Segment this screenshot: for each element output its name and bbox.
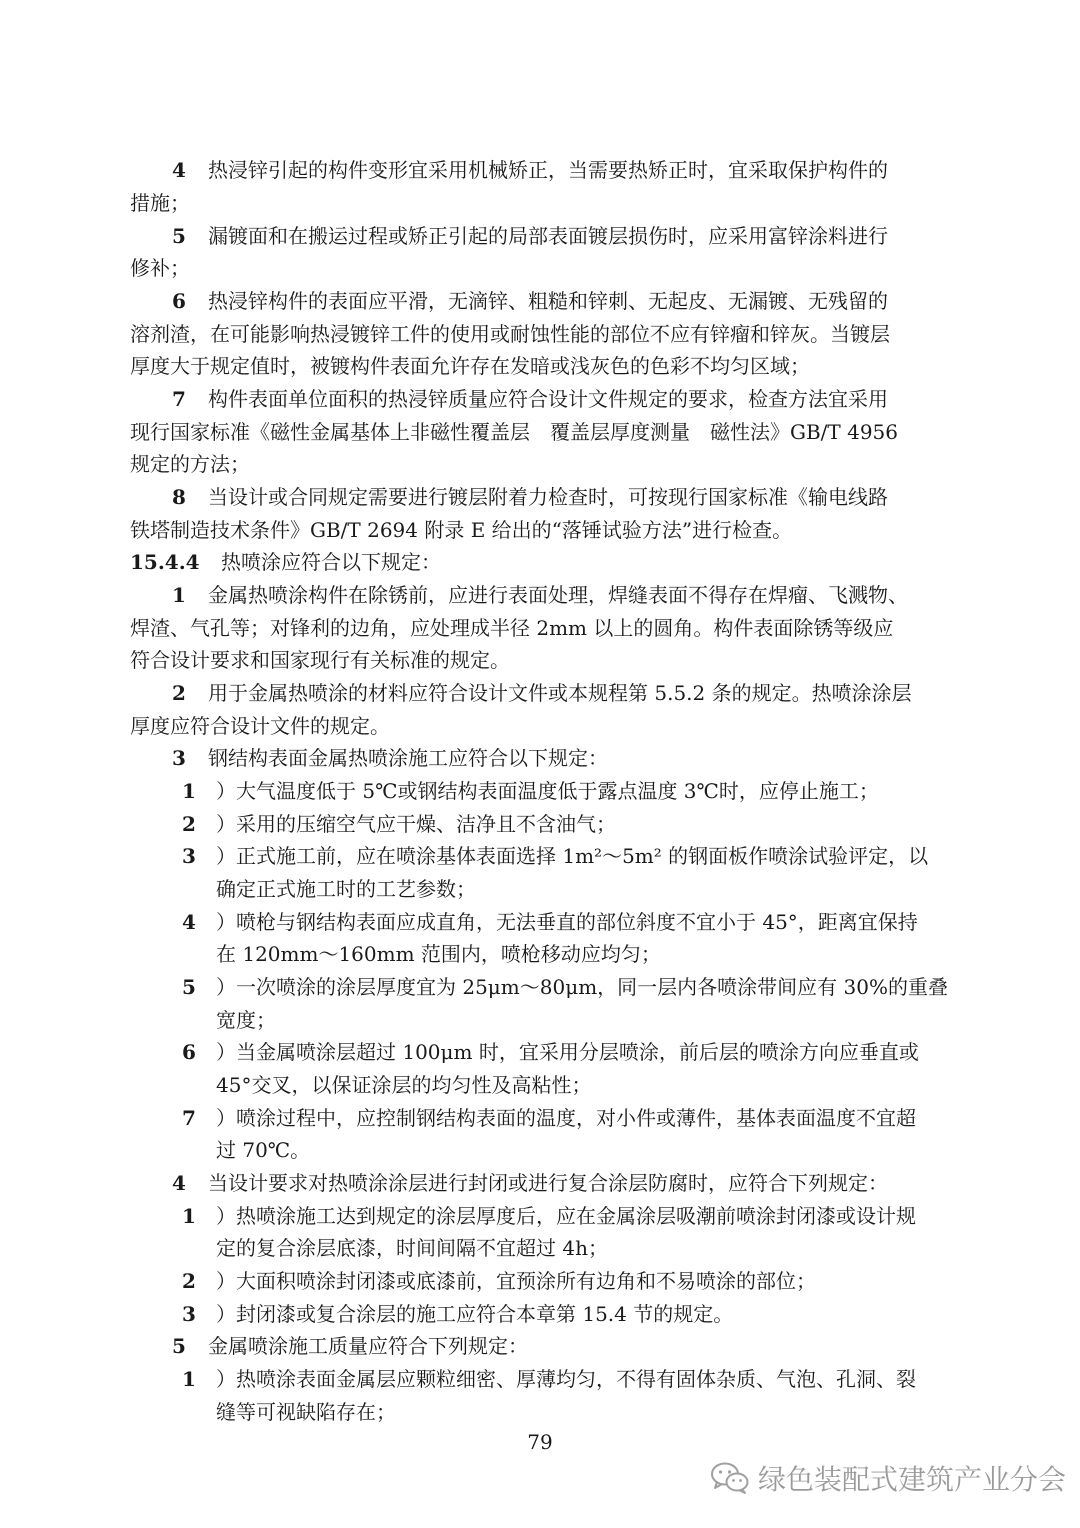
sub-item-number: 5 — [182, 975, 196, 999]
sub-item-number: 2 — [182, 1269, 196, 1293]
sub-item-number: 6 — [182, 1040, 196, 1064]
line-text: 金属喷涂施工质量应符合下列规定： — [208, 1334, 528, 1358]
item-number: 5 — [172, 224, 186, 248]
para-line — [0, 350, 1080, 382]
line-text: ）喷涂过程中，应控制钢结构表面的温度，对小件或薄件，基体表面温度不宜超 — [216, 1106, 916, 1130]
line-text: 铁塔制造技术条件》GB/T 2694 附录 E 给出的“落锤试验方法”进行检查。 — [130, 518, 793, 542]
para-line — [0, 514, 1080, 546]
line-text: 措施； — [130, 191, 190, 215]
sub-item-line — [0, 1004, 1080, 1036]
line-text: 缝等可视缺陷存在； — [216, 1400, 396, 1424]
sub-item-number: 1 — [182, 1367, 196, 1391]
line-text: 在 120mm～160mm 范围内，喷枪移动应均匀； — [216, 942, 661, 966]
page-number: 79 — [527, 1430, 553, 1454]
sub-item-number: 3 — [182, 844, 196, 868]
sub-item-line — [0, 1363, 1080, 1395]
line-text: ）封闭漆或复合涂层的施工应符合本章第 15.4 节的规定。 — [216, 1302, 734, 1326]
para-line — [0, 1330, 1080, 1362]
para-line — [0, 220, 1080, 252]
sub-item-line — [0, 1200, 1080, 1232]
para-line — [0, 710, 1080, 742]
line-text: 金属热喷涂构件在除锈前，应进行表面处理，焊缝表面不得存在焊瘤、飞溅物、 — [208, 583, 908, 607]
line-text: 用于金属热喷涂的材料应符合设计文件或本规程第 5.5.2 条的规定。热喷涂涂层 — [208, 681, 912, 705]
line-text: 现行国家标准《磁性金属基体上非磁性覆盖层 覆盖层厚度测量 磁性法》GB/T 4956 — [130, 420, 899, 444]
sub-item-line — [0, 1069, 1080, 1101]
line-text: ）采用的压缩空气应干燥、洁净且不含油气； — [216, 812, 616, 836]
line-text: 确定正式施工时的工艺参数； — [216, 877, 476, 901]
para-line — [0, 187, 1080, 219]
line-text: 规定的方法； — [130, 452, 250, 476]
sub-item-line — [0, 1232, 1080, 1264]
sub-item-number: 3 — [182, 1302, 196, 1326]
line-text: 修补； — [130, 256, 190, 280]
line-text: ）正式施工前，应在喷涂基体表面选择 1m²～5m² 的钢面板作喷涂试验评定，以 — [216, 844, 929, 868]
item-number: 1 — [172, 583, 186, 607]
line-text: ）大气温度低于 5℃或钢结构表面温度低于露点温度 3℃时，应停止施工； — [216, 779, 879, 803]
para-line — [0, 742, 1080, 774]
line-text: 漏镀面和在搬运过程或矫正引起的局部表面镀层损伤时，应采用富锌涂料进行 — [208, 224, 888, 248]
para-line — [0, 318, 1080, 350]
line-text: 热浸锌引起的构件变形宜采用机械矫正，当需要热矫正时，宜采取保护构件的 — [208, 158, 888, 182]
line-text: 45°交叉，以保证涂层的均匀性及高粘性； — [216, 1073, 592, 1097]
para-line — [0, 252, 1080, 284]
line-text: ）当金属喷涂层超过 100μm 时，宜采用分层喷涂，前后层的喷涂方向应垂直或 — [216, 1040, 919, 1064]
sub-item-line — [0, 873, 1080, 905]
para-line — [0, 612, 1080, 644]
para-line — [0, 579, 1080, 611]
sub-item-line — [0, 1036, 1080, 1068]
line-text: 钢结构表面金属热喷涂施工应符合以下规定： — [208, 746, 608, 770]
line-text: 焊渣、气孔等；对锋利的边角，应处理成半径 2mm 以上的圆角。构件表面除锈等级应 — [130, 616, 894, 640]
line-text: ）热喷涂施工达到规定的涂层厚度后，应在金属涂层吸潮前喷涂封闭漆或设计规 — [216, 1204, 916, 1228]
item-number: 3 — [172, 746, 186, 770]
line-text: 厚度应符合设计文件的规定。 — [130, 714, 390, 738]
sub-item-number: 1 — [182, 779, 196, 803]
watermark — [710, 1458, 1066, 1498]
para-line — [0, 677, 1080, 709]
para-line — [0, 154, 1080, 186]
item-number: 6 — [172, 289, 186, 313]
sub-item-line — [0, 938, 1080, 970]
para-line — [0, 416, 1080, 448]
line-text: 热喷涂应符合以下规定： — [221, 550, 441, 574]
line-text: 宽度； — [216, 1008, 276, 1032]
sub-item-line — [0, 1102, 1080, 1134]
section-heading — [0, 546, 1080, 578]
item-number: 8 — [172, 485, 186, 509]
sub-item-line — [0, 840, 1080, 872]
sub-item-line — [0, 971, 1080, 1003]
line-text: ）大面积喷涂封闭漆或底漆前，宜预涂所有边角和不易喷涂的部位； — [216, 1269, 816, 1293]
item-number: 2 — [172, 681, 186, 705]
item-number: 4 — [172, 158, 186, 182]
sub-item-line — [0, 1134, 1080, 1166]
watermark-text: 绿色装配式建筑产业分会 — [758, 1463, 1067, 1496]
line-text: 当设计要求对热喷涂涂层进行封闭或进行复合涂层防腐时，应符合下列规定： — [208, 1171, 888, 1195]
sub-item-line — [0, 1298, 1080, 1330]
line-text: 符合设计要求和国家现行有关标准的规定。 — [130, 648, 510, 672]
para-line — [0, 285, 1080, 317]
line-text: 溶剂渣，在可能影响热浸镀锌工件的使用或耐蚀性能的部位不应有锌瘤和锌灰。当镀层 — [130, 322, 890, 346]
para-line — [0, 448, 1080, 480]
item-number: 7 — [172, 387, 186, 411]
sub-item-line — [0, 775, 1080, 807]
line-text: ）一次喷涂的涂层厚度宜为 25μm～80μm，同一层内各喷涂带间应有 30%的重叠 — [216, 975, 948, 999]
sub-item-number: 1 — [182, 1204, 196, 1228]
sub-item-line — [0, 1396, 1080, 1428]
wechat-icon — [710, 1461, 750, 1495]
sub-item-line — [0, 906, 1080, 938]
sub-item-line — [0, 1265, 1080, 1297]
para-line — [0, 644, 1080, 676]
para-line — [0, 383, 1080, 415]
line-text: 过 70℃。 — [216, 1138, 311, 1162]
para-line — [0, 481, 1080, 513]
line-text: 当设计或合同规定需要进行镀层附着力检查时，可按现行国家标准《输电线路 — [208, 485, 888, 509]
section-number: 15.4.4 — [130, 550, 200, 574]
line-text: 定的复合涂层底漆，时间间隔不宜超过 4h； — [216, 1236, 608, 1260]
item-number: 5 — [172, 1334, 186, 1358]
sub-item-line — [0, 808, 1080, 840]
line-text: 构件表面单位面积的热浸锌质量应符合设计文件规定的要求，检查方法宜采用 — [208, 387, 888, 411]
item-number: 4 — [172, 1171, 186, 1195]
line-text: 厚度大于规定值时，被镀构件表面允许存在发暗或浅灰色的色彩不均匀区域； — [130, 354, 810, 378]
sub-item-number: 7 — [182, 1106, 196, 1130]
line-text: 热浸锌构件的表面应平滑，无滴锌、粗糙和锌刺、无起皮、无漏镀、无残留的 — [208, 289, 888, 313]
sub-item-number: 4 — [182, 910, 196, 934]
para-line — [0, 1167, 1080, 1199]
line-text: ）热喷涂表面金属层应颗粒细密、厚薄均匀，不得有固体杂质、气泡、孔洞、裂 — [216, 1367, 916, 1391]
sub-item-number: 2 — [182, 812, 196, 836]
line-text: ）喷枪与钢结构表面应成直角，无法垂直的部位斜度不宜小于 45°，距离宜保持 — [216, 910, 918, 934]
